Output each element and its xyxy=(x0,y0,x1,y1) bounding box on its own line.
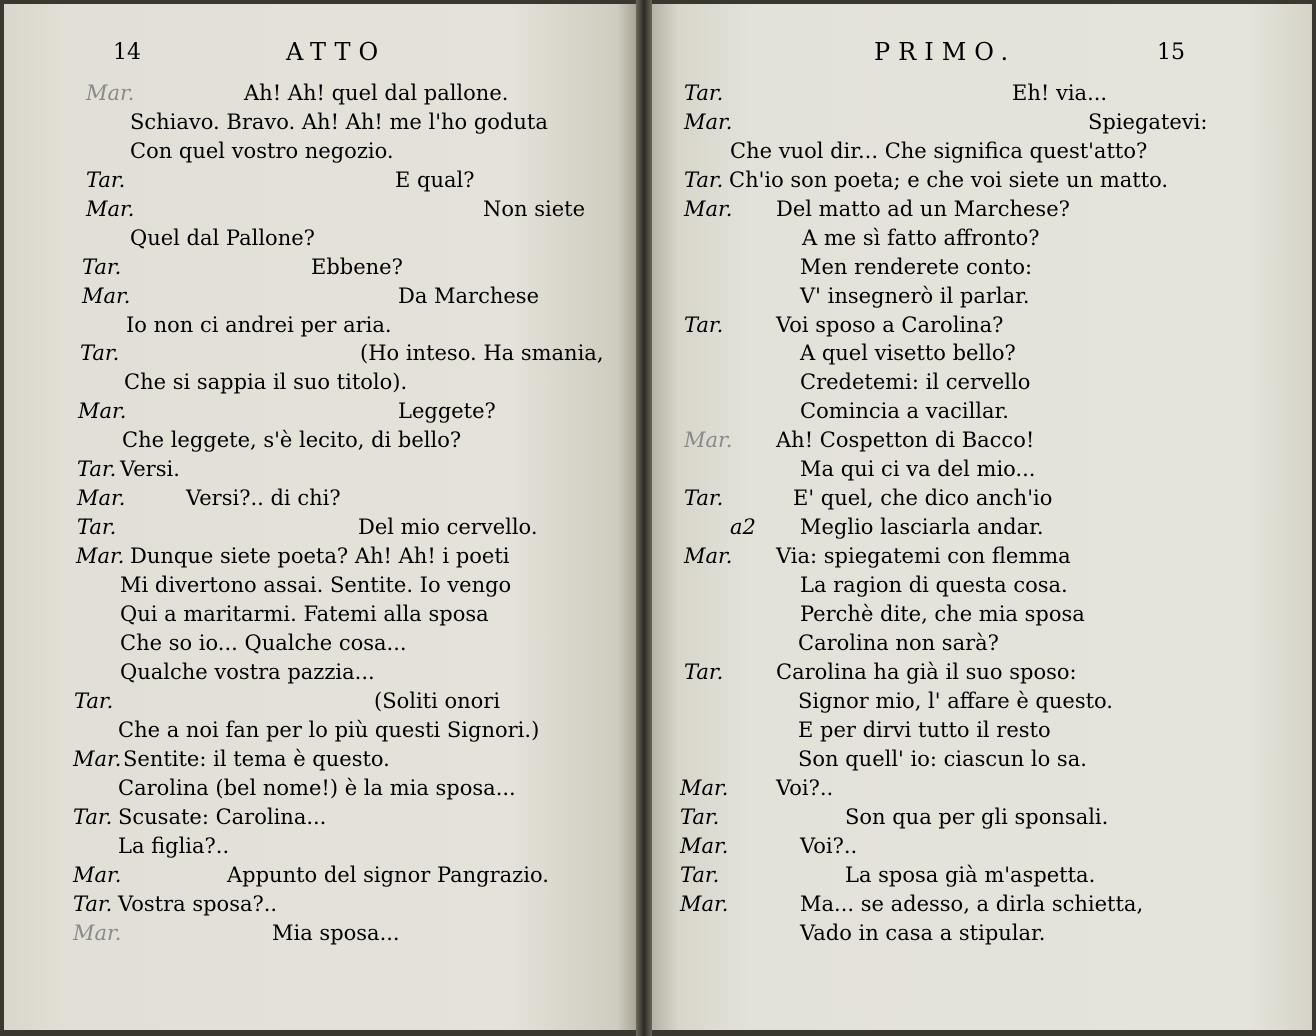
verse-line: Ah! Ah! quel dal pallone. xyxy=(244,81,509,105)
verse-line: V' insegnerò il parlar. xyxy=(800,284,1030,308)
verse-line: La ragion di questa cosa. xyxy=(800,573,1068,597)
verse-line: A me sì fatto affronto? xyxy=(802,226,1040,250)
verse-line: Qui a maritarmi. Fatemi alla sposa xyxy=(120,602,489,626)
speaker-label: Mar. xyxy=(82,284,131,308)
verse-line: Da Marchese xyxy=(398,284,540,308)
verse-line: Son qua per gli sponsali. xyxy=(845,805,1109,829)
speaker-label: a2 xyxy=(730,515,756,539)
verse-line: Che vuol dir... Che significa quest'atto? xyxy=(730,139,1148,163)
verse-line: Carolina non sarà? xyxy=(798,631,999,655)
speaker-label: Tar. xyxy=(680,805,720,829)
verse-line: Qualche vostra pazzia... xyxy=(120,660,375,684)
speaker-label: Tar. xyxy=(684,660,724,684)
verse-line: Che si sappia il suo titolo). xyxy=(124,370,408,394)
speaker-label: Tar. xyxy=(684,168,724,192)
verse-line: Meglio lasciarla andar. xyxy=(800,515,1044,539)
speaker-label: Mar. xyxy=(684,544,733,568)
speaker-label: Mar. xyxy=(73,921,122,945)
verse-line: Voi?.. xyxy=(776,776,834,800)
speaker-label: Mar. xyxy=(73,863,122,887)
speaker-label: Tar. xyxy=(680,863,720,887)
speaker-label: Mar. xyxy=(77,486,126,510)
verse-line: Via: spiegatemi con flemma xyxy=(776,544,1071,568)
speaker-label: Mar. xyxy=(86,197,135,221)
verse-line: E' quel, che dico anch'io xyxy=(793,486,1053,510)
speaker-label: Mar. xyxy=(684,197,733,221)
verse-line: Leggete? xyxy=(398,399,496,423)
verse-line: Non siete xyxy=(483,197,586,221)
verse-line: Dunque siete poeta? Ah! Ah! i poeti xyxy=(130,544,510,568)
speaker-label: Tar. xyxy=(82,255,122,279)
verse-line: Io non ci andrei per aria. xyxy=(126,313,392,337)
speaker-label: Tar. xyxy=(73,805,113,829)
verse-line: Voi sposo a Carolina? xyxy=(776,313,1004,337)
verse-line: E qual? xyxy=(395,168,475,192)
speaker-label: Mar. xyxy=(680,892,729,916)
verse-line: Schiavo. Bravo. Ah! Ah! me l'ho goduta xyxy=(130,110,548,134)
speaker-label: Mar. xyxy=(684,110,733,134)
speaker-label: Tar. xyxy=(73,892,113,916)
verse-line: Versi. xyxy=(120,457,180,481)
verse-line: Ch'io son poeta; e che voi siete un matto. xyxy=(729,168,1169,192)
verse-line: Mi divertono assai. Sentite. Io vengo xyxy=(120,573,512,597)
speaker-label: Mar. xyxy=(680,834,729,858)
speaker-label: Tar. xyxy=(77,457,117,481)
verse-line: Carolina (bel nome!) è la mia sposa... xyxy=(118,776,516,800)
verse-line: La figlia?.. xyxy=(118,834,230,858)
verse-line: Spiegatevi: xyxy=(1088,110,1208,134)
verse-line: Vostra sposa?.. xyxy=(118,892,278,916)
speaker-label: Tar. xyxy=(684,313,724,337)
verse-line: (Soliti onori xyxy=(374,689,501,713)
verse-line: Son quell' io: ciascun lo sa. xyxy=(798,747,1087,771)
page-number-right: 15 xyxy=(1157,40,1185,65)
speaker-label: Tar. xyxy=(80,341,120,365)
verse-line: Scusate: Carolina... xyxy=(118,805,327,829)
speaker-label: Tar. xyxy=(684,81,724,105)
verse-line: Signor mio, l' affare è questo. xyxy=(798,689,1113,713)
verse-line: Quel dal Pallone? xyxy=(130,226,315,250)
verse-line: E per dirvi tutto il resto xyxy=(798,718,1051,742)
speaker-label: Mar. xyxy=(78,399,127,423)
page-number-left: 14 xyxy=(113,40,141,65)
verse-line: Eh! via... xyxy=(1012,81,1108,105)
speaker-label: Mar. xyxy=(680,776,729,800)
verse-line: Ah! Cospetton di Bacco! xyxy=(776,428,1035,452)
verse-line: Comincia a vacillar. xyxy=(800,399,1009,423)
verse-line: La sposa già m'aspetta. xyxy=(845,863,1096,887)
verse-line: Ebbene? xyxy=(311,255,403,279)
verse-line: Che so io... Qualche cosa... xyxy=(120,631,407,655)
verse-line: Voi?.. xyxy=(800,834,858,858)
verse-line: Credetemi: il cervello xyxy=(800,370,1031,394)
verse-line: Ma qui ci va del mio... xyxy=(800,457,1036,481)
verse-line: Sentite: il tema è questo. xyxy=(123,747,390,771)
verse-line: Vado in casa a stipular. xyxy=(800,921,1046,945)
verse-line: Appunto del signor Pangrazio. xyxy=(227,863,549,887)
verse-line: Versi?.. di chi? xyxy=(186,486,341,510)
book-gutter xyxy=(636,0,652,1036)
speaker-label: Mar. xyxy=(684,428,733,452)
verse-line: Del matto ad un Marchese? xyxy=(776,197,1070,221)
speaker-label: Tar. xyxy=(86,168,126,192)
speaker-label: Mar. xyxy=(73,747,122,771)
page-header-right: PRIMO. xyxy=(874,38,1017,66)
speaker-label: Mar. xyxy=(76,544,125,568)
page-header-left: ATTO xyxy=(286,38,387,66)
verse-line: Men renderete conto: xyxy=(800,255,1033,279)
verse-line: (Ho inteso. Ha smania, xyxy=(360,341,604,365)
verse-line: A quel visetto bello? xyxy=(800,341,1016,365)
verse-line: Che leggete, s'è lecito, di bello? xyxy=(122,428,462,452)
verse-line: Mia sposa... xyxy=(272,921,400,945)
verse-line: Perchè dite, che mia sposa xyxy=(800,602,1085,626)
speaker-label: Mar. xyxy=(86,81,135,105)
verse-line: Del mio cervello. xyxy=(358,515,538,539)
verse-line: Carolina ha già il suo sposo: xyxy=(776,660,1077,684)
speaker-label: Tar. xyxy=(74,689,114,713)
verse-line: Ma... se adesso, a dirla schietta, xyxy=(800,892,1144,916)
verse-line: Con quel vostro negozio. xyxy=(130,139,394,163)
speaker-label: Tar. xyxy=(77,515,117,539)
speaker-label: Tar. xyxy=(684,486,724,510)
verse-line: Che a noi fan per lo più questi Signori.) xyxy=(118,718,540,742)
